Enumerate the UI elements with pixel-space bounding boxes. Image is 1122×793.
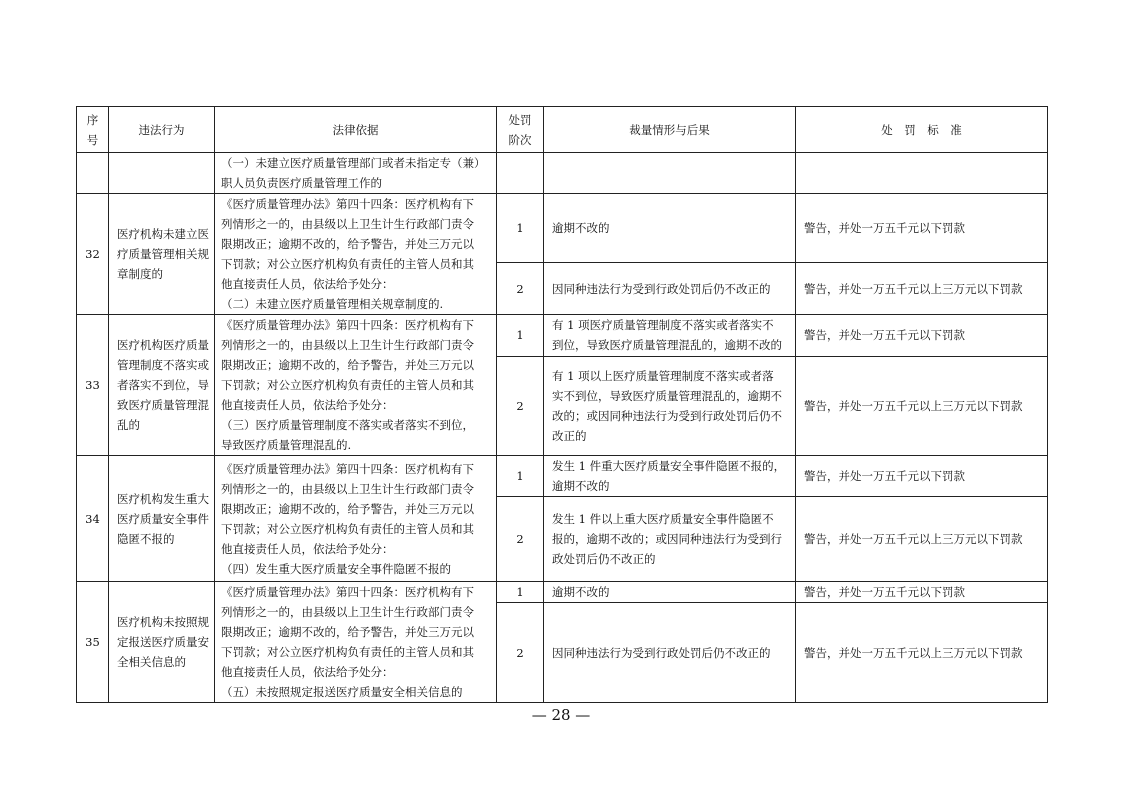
- header-penalty-level: 处罚 阶次: [497, 107, 544, 153]
- cell-legal-basis: 《医疗质量管理办法》第四十四条：医疗机构有下 列情形之一的，由县级以上卫生计生行政部门责令 限期改正；逾期不改的，给予警告，并处三万元以 下罚款；对公立医疗机构负有责任的主管人员和其 他直接责任人员，依法给予处分： （五）未按照规定报送医疗质量安全相关信息的: [215, 582, 497, 703]
- cell-penalty-standard: 警告，并处一万五千元以下罚款: [796, 315, 1048, 357]
- cell-violation: 医疗机构未按照规 定报送医疗质量安 全相关信息的: [109, 582, 215, 703]
- cell-penalty-standard: [796, 153, 1048, 194]
- cell-penalty-standard: 警告，并处一万五千元以上三万元以下罚款: [796, 263, 1048, 315]
- cell-seq: 33: [77, 315, 109, 456]
- cell-penalty-level: 1: [497, 582, 544, 603]
- header-legal-basis: 法律依据: [215, 107, 497, 153]
- header-discretion-circumstances: 裁量情形与后果: [544, 107, 796, 153]
- cell-violation: 医疗机构发生重大 医疗质量安全事件 隐匿不报的: [109, 456, 215, 582]
- cell-seq: 32: [77, 194, 109, 315]
- header-penalty-standard: 处 罚 标 准: [796, 107, 1048, 153]
- table-row-35-level-1: [77, 582, 1048, 603]
- cell-penalty-standard: 警告，并处一万五千元以上三万元以下罚款: [796, 356, 1048, 455]
- cell-penalty-standard: 警告，并处一万五千元以下罚款: [796, 456, 1048, 497]
- cell-circumstances: 发生 1 件重大医疗质量安全事件隐匿不报的， 逾期不改的: [544, 456, 796, 497]
- table-header-row: [77, 107, 1048, 153]
- cell-penalty-level: 1: [497, 315, 544, 357]
- header-seq: 序 号: [77, 107, 109, 153]
- cell-penalty-standard: 警告，并处一万五千元以上三万元以下罚款: [796, 497, 1048, 582]
- cell-circumstances: 因同种违法行为受到行政处罚后仍不改正的: [544, 263, 796, 315]
- table-row-continued: [77, 153, 1048, 194]
- cell-legal-basis: 《医疗质量管理办法》第四十四条：医疗机构有下 列情形之一的，由县级以上卫生计生行政部门责令 限期改正；逾期不改的，给予警告，并处三万元以 下罚款；对公立医疗机构负有责任的主管人员和其 他直接责任人员，依法给予处分： （二）未建立医疗质量管理相关规章制度的.: [215, 194, 497, 315]
- cell-circumstances: 逾期不改的: [544, 194, 796, 263]
- cell-circumstances: 因同种违法行为受到行政处罚后仍不改正的: [544, 603, 796, 703]
- cell-penalty-level: 1: [497, 194, 544, 263]
- cell-penalty-level: 2: [497, 603, 544, 703]
- cell-legal-basis: 《医疗质量管理办法》第四十四条：医疗机构有下 列情形之一的，由县级以上卫生计生行政部门责令 限期改正；逾期不改的，给予警告，并处三万元以 下罚款；对公立医疗机构负有责任的主管人员和其 他直接责任人员，依法给予处分： （三）医疗质量管理制度不落实或者落实不到位， 导致医疗质量管理混乱的.: [215, 315, 497, 456]
- cell-circumstances: 发生 1 件以上重大医疗质量安全事件隐匿不 报的，逾期不改的；或因同种违法行为受到行 政处罚后仍不改正的: [544, 497, 796, 582]
- table-row-33-level-1: [77, 315, 1048, 357]
- cell-penalty-standard: 警告，并处一万五千元以上三万元以下罚款: [796, 603, 1048, 703]
- cell-seq: 34: [77, 456, 109, 582]
- cell-violation: [109, 153, 215, 194]
- table-row-32-level-1: [77, 194, 1048, 263]
- cell-penalty-level: [497, 153, 544, 194]
- cell-violation: 医疗机构未建立医 疗质量管理相关规 章制度的: [109, 194, 215, 315]
- cell-penalty-level: 2: [497, 497, 544, 582]
- penalty-standards-table: [76, 106, 1048, 703]
- cell-legal-basis: （一）未建立医疗质量管理部门或者未指定专（兼） 职人员负责医疗质量管理工作的: [215, 153, 497, 194]
- page-number: — 28 —: [531, 706, 591, 724]
- header-violation: 违法行为: [109, 107, 215, 153]
- cell-seq: [77, 153, 109, 194]
- cell-seq: 35: [77, 582, 109, 703]
- table-row-34-level-1: [77, 456, 1048, 497]
- cell-penalty-standard: 警告，并处一万五千元以下罚款: [796, 582, 1048, 603]
- cell-penalty-standard: 警告，并处一万五千元以下罚款: [796, 194, 1048, 263]
- cell-legal-basis: 《医疗质量管理办法》第四十四条：医疗机构有下 列情形之一的，由县级以上卫生计生行政部门责令 限期改正；逾期不改的，给予警告，并处三万元以 下罚款；对公立医疗机构负有责任的主管人员和其 他直接责任人员，依法给予处分： （四）发生重大医疗质量安全事件隐匿不报的: [215, 456, 497, 582]
- cell-penalty-level: 1: [497, 456, 544, 497]
- cell-violation: 医疗机构医疗质量 管理制度不落实或 者落实不到位，导 致医疗质量管理混 乱的: [109, 315, 215, 456]
- cell-circumstances: 有 1 项以上医疗质量管理制度不落实或者落 实不到位，导致医疗质量管理混乱的，逾期不 改的；或因同种违法行为受到行政处罚后仍不 改正的: [544, 356, 796, 455]
- cell-circumstances: [544, 153, 796, 194]
- cell-circumstances: 逾期不改的: [544, 582, 796, 603]
- cell-penalty-level: 2: [497, 356, 544, 455]
- cell-circumstances: 有 1 项医疗质量管理制度不落实或者落实不 到位，导致医疗质量管理混乱的，逾期不改的: [544, 315, 796, 357]
- cell-penalty-level: 2: [497, 263, 544, 315]
